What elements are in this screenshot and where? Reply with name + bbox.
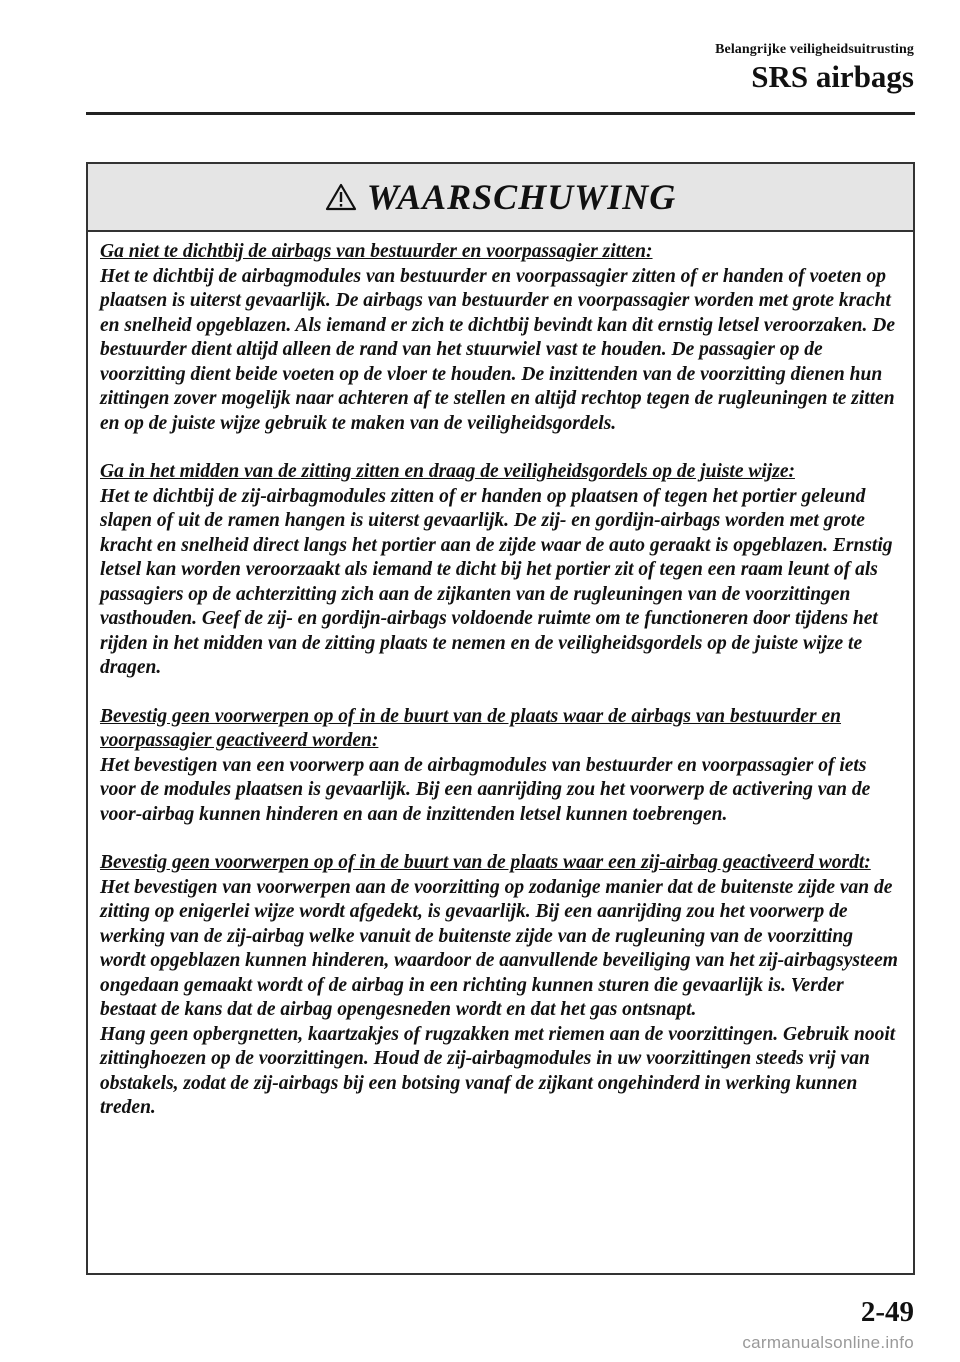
warning-body bbox=[88, 232, 913, 1121]
warning-section-text: Het te dichtbij de zij-airbagmodules zitten of er handen op plaatsen of tegen het portier geleund slapen of uit de ramen hangen is uiterst gevaarlijk. De zij- en gordijn-airbags worden met grote kracht en snelheid direct langs het portier aan de zijde waar de auto geraakt is opgeblazen. Ernstig letsel kan worden veroorzaakt als iemand te dicht bij het portier zit of tegen een raam leunt of als passagiers op de achterzitting zich aan de zijkanten van de rugleuningen van de voorzittingen vasthouden. Geef de zij- en gordijn-airbags voldoende ruimte om te functioneren door tijdens het rijden in het midden van de zitting plaats te nemen en de veiligheidsgordels op de juiste wijze te dragen. bbox=[100, 485, 893, 678]
warning-section-text: Het te dichtbij de airbagmodules van bestuurder en voorpassagier zitten of er handen of voeten op plaatsen is uiterst gevaarlijk. De airbags van bestuurder en voorpassagier worden met grote kracht en snelheid opgeblazen. Als iemand er zich te dichtbij bevindt kan dit ernstig letsel veroorzaken. De bestuurder dient altijd alleen de rand van het stuurwiel vast te houden. De passagier op de voorzitting dient beide voeten op de vloer te houden. De inzittenden van de voorzitting dienen hun zittingen zover mogelijk naar achteren af te stellen en altijd rechtop tegen de rugleuningen te zitten en op de juiste wijze gebruik te maken van de veiligheidsgordels. bbox=[100, 265, 895, 434]
warning-header bbox=[88, 164, 913, 232]
warning-section bbox=[100, 240, 903, 436]
warning-section-heading: Bevestig geen voorwerpen op of in de buurt van de plaats waar de airbags van bestuurder en voorpassagier geactiveerd worden: bbox=[100, 705, 842, 751]
header-rule bbox=[86, 112, 915, 115]
warning-section bbox=[100, 851, 903, 1121]
section-label: Belangrijke veiligheidsuitrusting bbox=[715, 42, 914, 57]
chapter-title: SRS airbags bbox=[751, 59, 914, 94]
warning-section bbox=[100, 705, 903, 828]
warning-section-text-continued: Hang geen opbergnetten, kaartzakjes of rugzakken met riemen aan de voorzittingen. Gebruik nooit zittinghoezen op de voorzittingen. Houd de zij-airbagmodules in uw voorzittingen steeds vrij van obstakels, zodat de zij-airbags bij een botsing vanaf de zijkant ongehinderd in werking kunnen treden. bbox=[100, 1023, 896, 1118]
warning-section-heading: Ga in het midden van de zitting zitten en draag de veiligheidsgordels op de juiste wijze: bbox=[100, 461, 795, 482]
warning-section-heading: Bevestig geen voorwerpen op of in de buurt van de plaats waar een zij-airbag geactiveerd wordt: bbox=[100, 852, 871, 873]
watermark: carmanualsonline.info bbox=[742, 1333, 914, 1352]
warning-section-text: Het bevestigen van voorwerpen aan de voorzitting op zodanige manier dat de buitenste zijde van de zitting op enigerlei wijze wordt afgedekt, is gevaarlijk. Bij een aanrijding zou het voorwerp de werking van de zij-airbag welke vanuit de buitenste zijde van de rugleuning van de voorzitting wordt opgeblazen kunnen hinderen, waardoor de aanvullende beveiliging van het zij-airbagsysteem ongedaan gemaakt wordt of de airbag in een richting kunnen sturen die gevaarlijk is. Verder bestaat de kans dat de airbag opengesneden wordt en dat het gas ontsnapt. bbox=[100, 876, 898, 1020]
warning-box bbox=[86, 162, 915, 1275]
warning-triangle-icon bbox=[325, 183, 357, 211]
page-number: 2-49 bbox=[860, 1296, 914, 1328]
warning-title: WAARSCHUWING bbox=[366, 177, 677, 217]
warning-section-heading: Ga niet te dichtbij de airbags van bestuurder en voorpassagier zitten: bbox=[100, 241, 653, 262]
page-header bbox=[715, 42, 914, 94]
warning-section bbox=[100, 460, 903, 681]
warning-section-text: Het bevestigen van een voorwerp aan de airbagmodules van bestuurder en voorpassagier of iets voor de modules plaatsen is gevaarlijk. Bij een aanrijding zou het voorwerp de activering van de voor-airbag kunnen hinderen en aan de inzittenden letsel kunnen toebrengen. bbox=[100, 754, 871, 825]
